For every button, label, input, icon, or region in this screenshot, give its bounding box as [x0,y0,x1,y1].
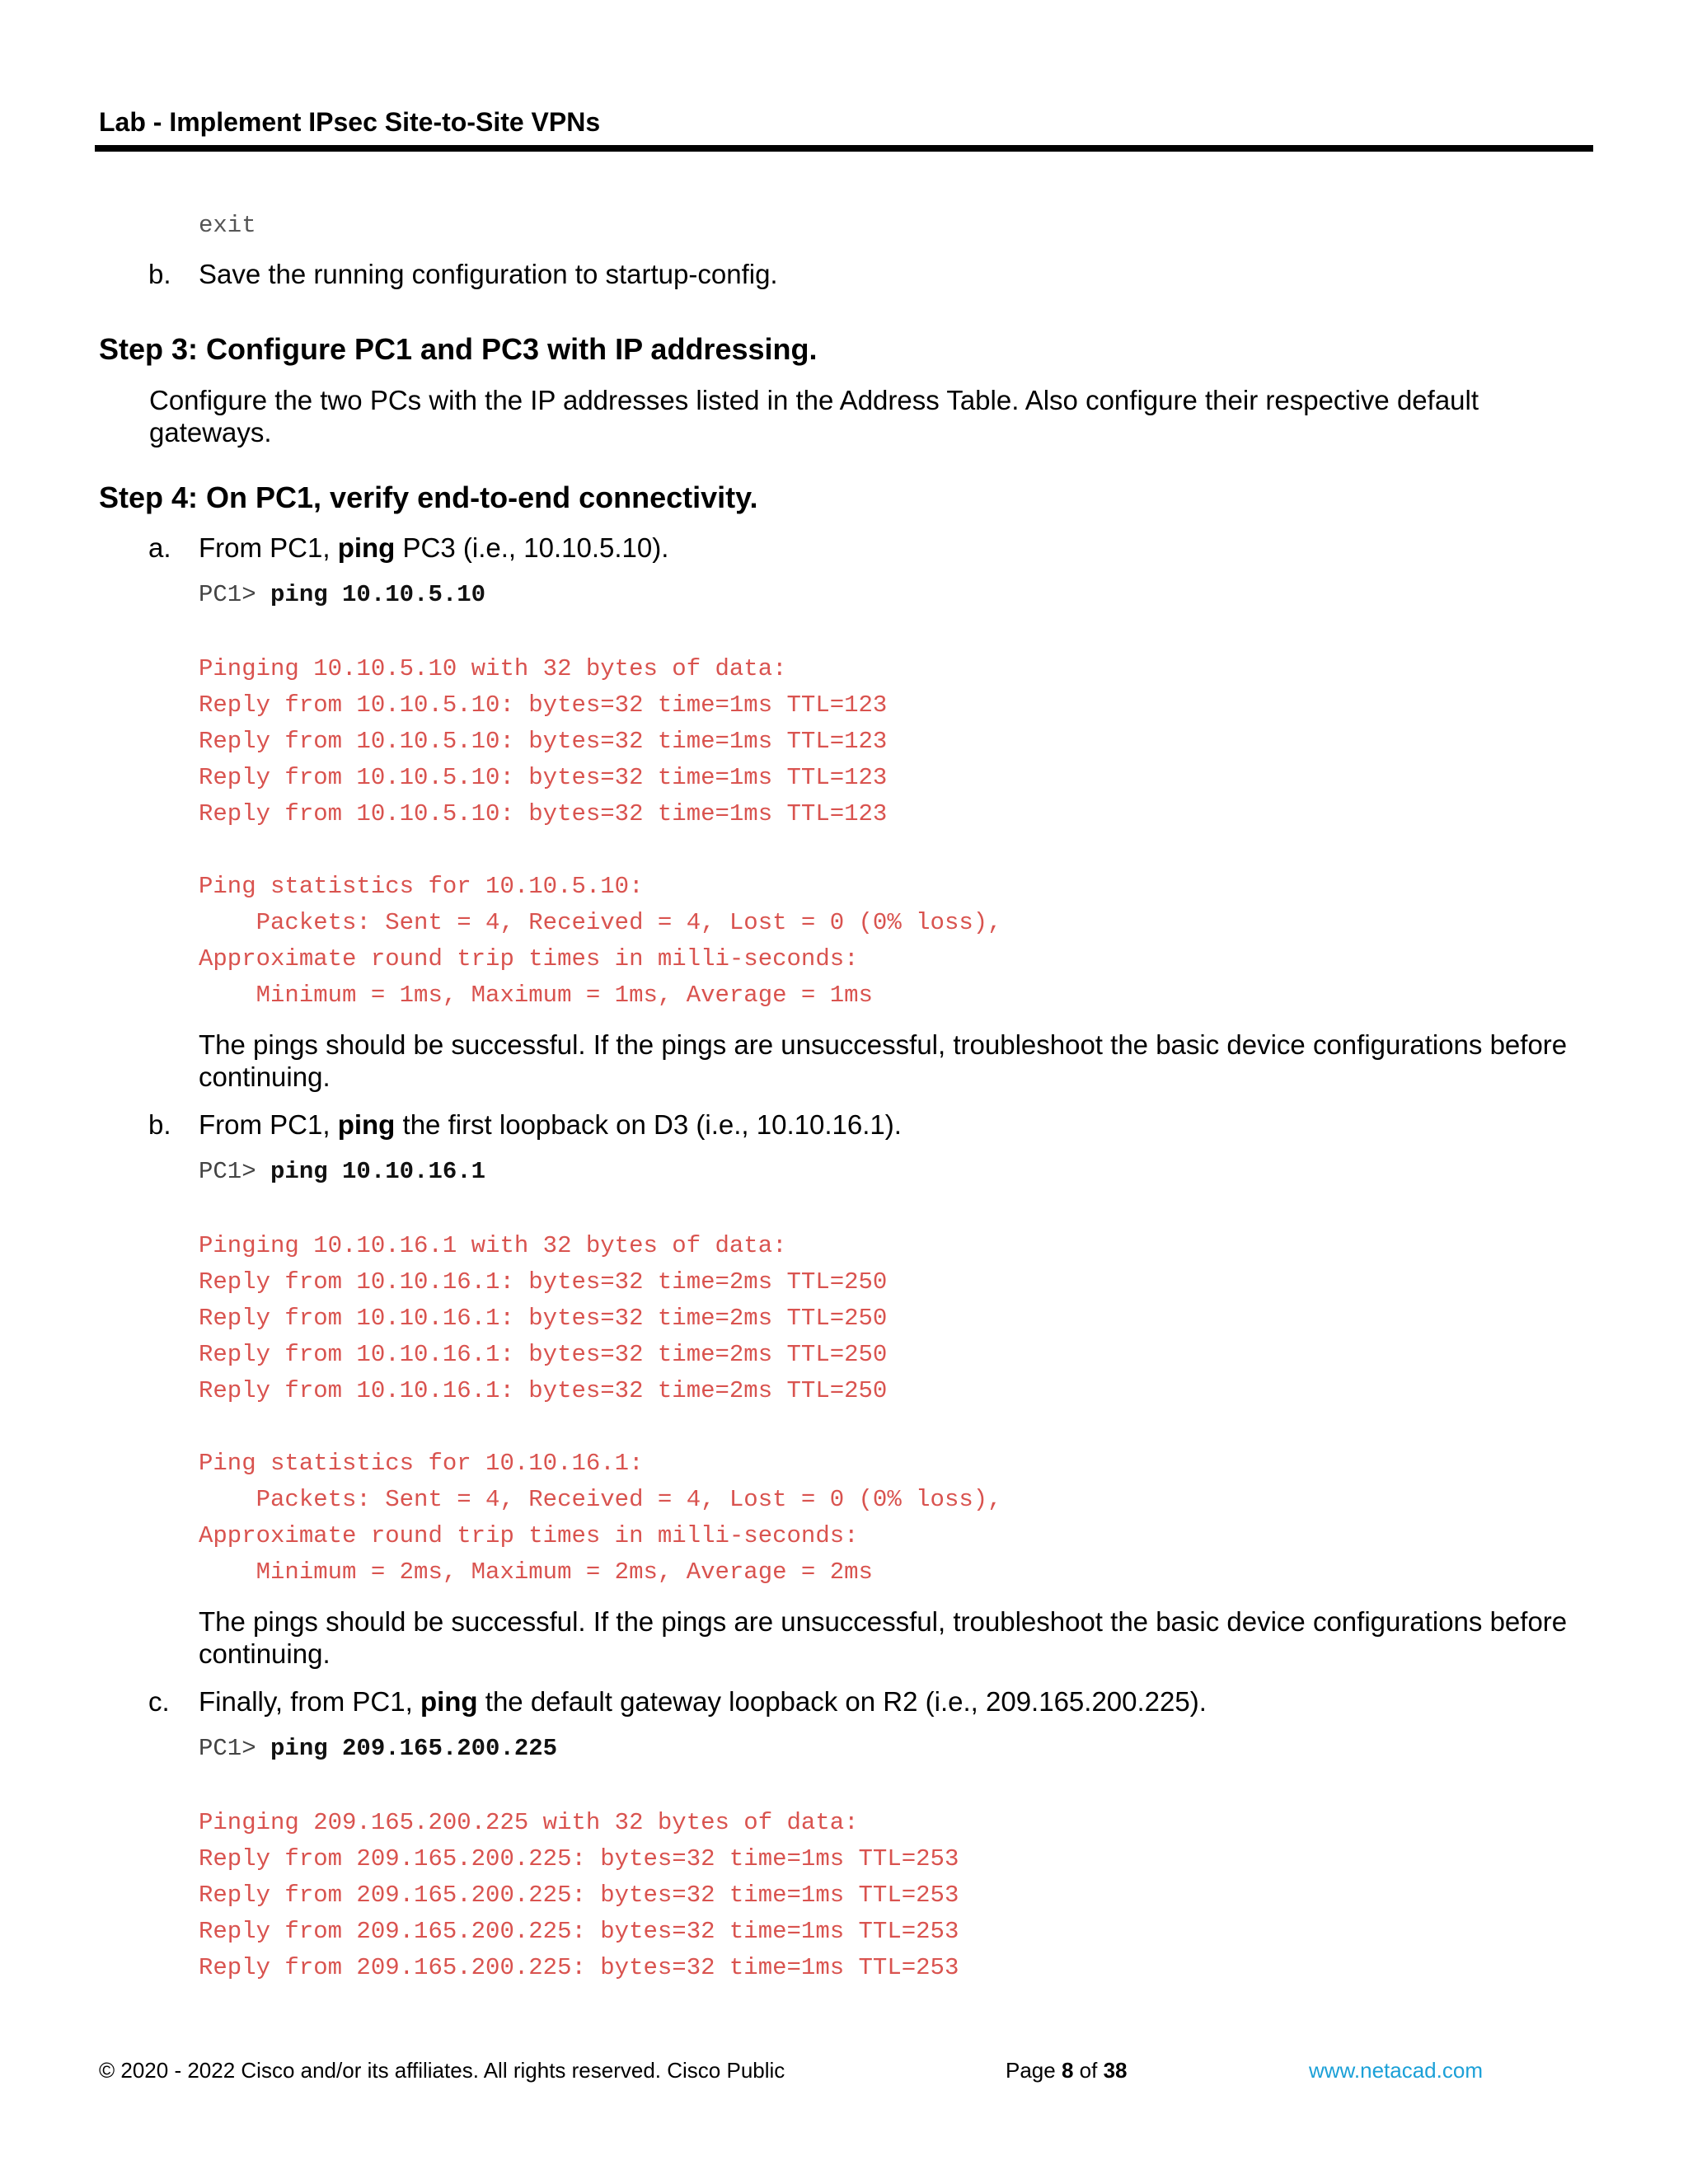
step-4b-text-bold: ping [337,1109,396,1140]
exit-command: exit [199,212,256,239]
ping-output-line: Reply from 209.165.200.225: bytes=32 time=1ms TTL=253 [199,1918,959,1945]
ping-output-line: Reply from 209.165.200.225: bytes=32 time=1ms TTL=253 [199,1882,959,1909]
list-marker-c: c. [148,1686,170,1717]
page-total: 38 [1103,2058,1128,2083]
step-4c-instruction [199,1685,1207,1718]
step-4b-note: The pings should be successful. If the pings are unsuccessful, troubleshoot the basic device configurations before continuing. [199,1606,1568,1669]
page-of: of [1073,2058,1104,2083]
step-4a-text-pre: From PC1, [199,532,338,563]
ping-output-line: Pinging 10.10.5.10 with 32 bytes of data: [199,655,787,682]
step-4-heading: Step 4: On PC1, verify end-to-end connectivity. [99,480,758,514]
ping-output-line: Reply from 10.10.5.10: bytes=32 time=1ms TTL=123 [199,800,888,827]
page-header-title: Lab - Implement IPsec Site-to-Site VPNs [99,107,601,137]
step-4c-text-pre: Finally, from PC1, [199,1686,420,1717]
pc1-prompt: PC1> [199,1158,271,1185]
ping-output-line: Approximate round trip times in milli-seconds: [199,1522,859,1549]
step-4a-note: The pings should be successful. If the pings are unsuccessful, troubleshoot the basic device configurations before continuing. [199,1029,1568,1092]
step-3-heading: Step 3: Configure PC1 and PC3 with IP addressing. [99,332,818,366]
pc1-prompt: PC1> [199,1735,271,1762]
ping-output-line [199,832,1002,869]
step-4c-text-bold: ping [420,1686,478,1717]
step-4a-text-post: PC3 (i.e., 10.10.5.10). [395,532,669,563]
ping-output-line: Ping statistics for 10.10.5.10: [199,873,644,900]
ping-output-line: Reply from 10.10.5.10: bytes=32 time=1ms TTL=123 [199,764,888,791]
step-4c-text-post: the default gateway loopback on R2 (i.e., 209.165.200.225). [477,1686,1207,1717]
ping-output-line: Reply from 10.10.16.1: bytes=32 time=2ms TTL=250 [199,1268,888,1296]
ping-command: ping 209.165.200.225 [270,1735,558,1762]
step-4b-instruction [199,1108,902,1141]
step-3-body: Configure the two PCs with the IP addresses listed in the Address Table. Also configure their respective default gateways. [149,385,1479,448]
save-config-instruction: Save the running configuration to startup-config. [199,259,778,289]
footer-netacad-link[interactable]: www.netacad.com [1309,2058,1483,2083]
ping-output-line: Packets: Sent = 4, Received = 4, Lost = 0 (0% loss), [199,1486,1002,1513]
step-4b-command-line [199,1155,485,1188]
step-4b-text-pre: From PC1, [199,1109,338,1140]
step-4a-instruction [199,532,668,565]
ping-output-line: Pinging 209.165.200.225 with 32 bytes of data: [199,1809,859,1836]
footer-copyright: © 2020 - 2022 Cisco and/or its affiliates. All rights reserved. Cisco Public [99,2058,785,2083]
ping-output-line [199,1409,1002,1446]
page-current: 8 [1061,2058,1074,2083]
ping-output-line: Reply from 10.10.16.1: bytes=32 time=2ms TTL=250 [199,1305,888,1332]
step-4b-text-post: the first loopback on D3 (i.e., 10.10.16.1). [395,1109,902,1140]
step-4a-text-bold: ping [337,532,396,563]
ping-output-line: Approximate round trip times in milli-seconds: [199,945,859,972]
ping-output-line: Reply from 209.165.200.225: bytes=32 time=1ms TTL=253 [199,1845,959,1872]
ping-command: ping 10.10.5.10 [270,581,486,608]
ping-output-line: Ping statistics for 10.10.16.1: [199,1450,644,1477]
ping-output-line: Reply from 10.10.5.10: bytes=32 time=1ms TTL=123 [199,728,888,755]
step-4b-ping-output [199,1228,1002,1591]
step-4a-ping-output [199,651,1002,1014]
ping-output-line: Reply from 10.10.5.10: bytes=32 time=1ms TTL=123 [199,691,888,719]
list-marker-b: b. [148,259,171,289]
list-marker-a: a. [148,532,171,563]
ping-command: ping 10.10.16.1 [270,1158,486,1185]
ping-output-line: Reply from 209.165.200.225: bytes=32 time=1ms TTL=253 [199,1954,959,1981]
page-label: Page [1006,2058,1062,2083]
step-4c-ping-output [199,1805,959,1986]
ping-output-line: Minimum = 1ms, Maximum = 1ms, Average = 1ms [199,982,873,1009]
step-4c-command-line [199,1732,557,1765]
list-marker-b2: b. [148,1109,171,1140]
ping-output-line: Minimum = 2ms, Maximum = 2ms, Average = 2ms [199,1558,873,1586]
ping-output-line: Pinging 10.10.16.1 with 32 bytes of data: [199,1232,787,1259]
step-4a-command-line [199,579,485,612]
pc1-prompt: PC1> [199,581,271,608]
ping-output-line: Packets: Sent = 4, Received = 4, Lost = 0 (0% loss), [199,909,1002,936]
ping-output-line: Reply from 10.10.16.1: bytes=32 time=2ms TTL=250 [199,1377,888,1404]
ping-output-line: Reply from 10.10.16.1: bytes=32 time=2ms TTL=250 [199,1341,888,1368]
footer-page-number [1006,2056,1127,2084]
header-divider [95,145,1593,152]
